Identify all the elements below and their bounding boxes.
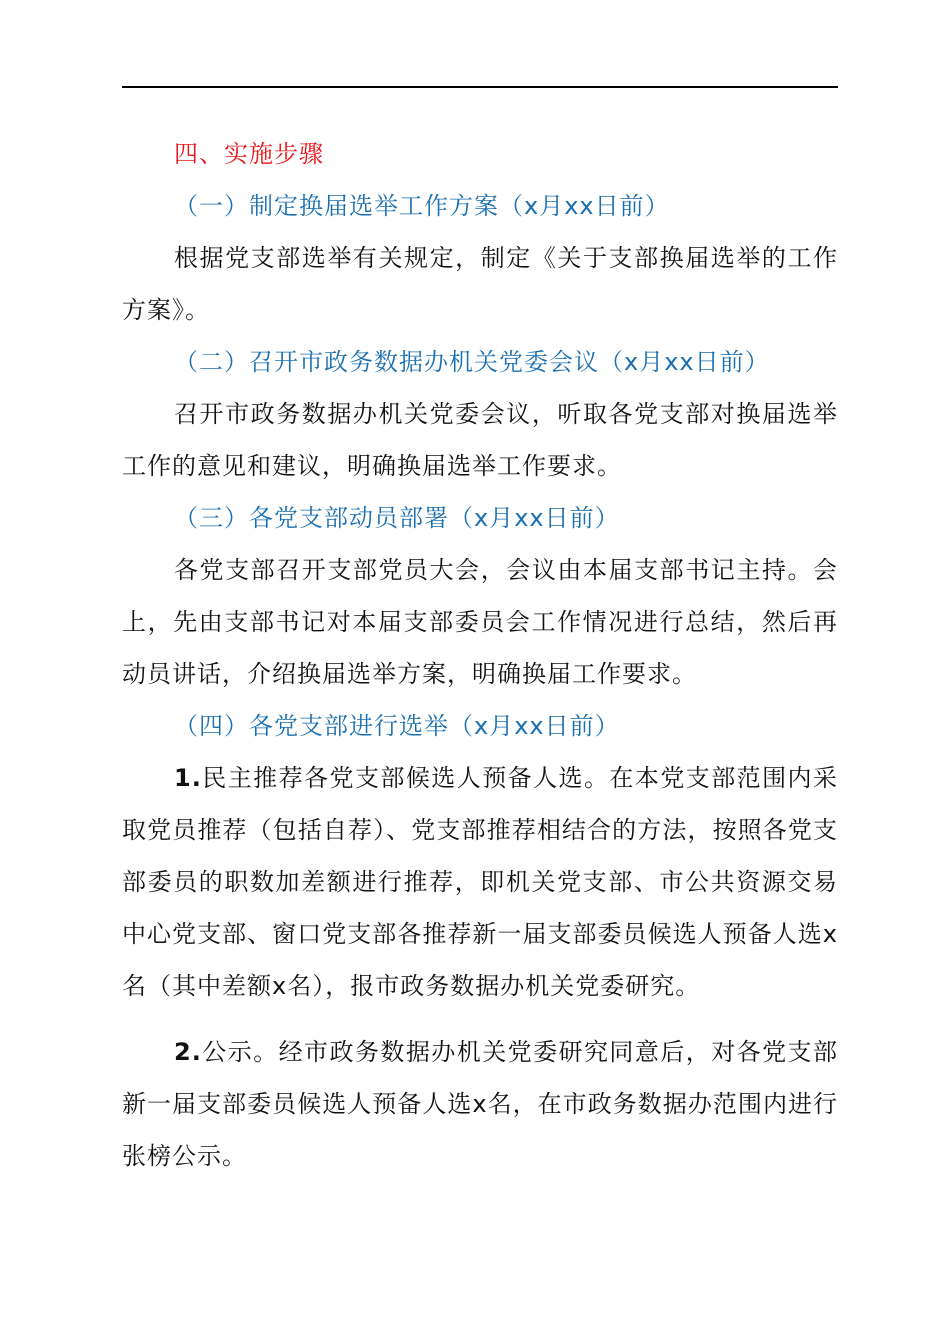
step-4-heading: （四）各党支部进行选举（x月xx日前） — [174, 712, 620, 740]
item-text: 公示。经市政务数据办机关党委研究同意后，对各党支部新一届支部委员候选人预备人选x名，在市政务数据办范围内进行张榜公示。 — [122, 1038, 838, 1170]
step-1-body: 根据党支部选举有关规定，制定《关于支部换届选举的工作方案》。 — [122, 244, 838, 324]
step-1-heading: （一）制定换届选举工作方案（x月xx日前） — [174, 192, 670, 220]
step-2-body: 召开市政务数据办机关党委会议，听取各党支部对换届选举工作的意见和建议，明确换届选举工作要求。 — [122, 400, 838, 480]
item-number: 1. — [174, 764, 202, 792]
step-4-item-2 — [122, 1026, 838, 1182]
step-4-item-1 — [122, 752, 838, 1012]
step-3-body: 各党支部召开支部党员大会，会议由本届支部书记主持。会上，先由支部书记对本届支部委员会工作情况进行总结，然后再动员讲话，介绍换届选举方案，明确换届工作要求。 — [122, 556, 838, 688]
header-rule — [122, 86, 838, 88]
step-2-heading: （二）召开市政务数据办机关党委会议（x月xx日前） — [174, 348, 770, 376]
step-3-heading: （三）各党支部动员部署（x月xx日前） — [174, 504, 620, 532]
item-text: 民主推荐各党支部候选人预备人选。在本党支部范围内采取党员推荐（包括自荐）、党支部推荐相结合的方法，按照各党支部委员的职数加差额进行推荐，即机关党支部、市公共资源交易中心党支部、窗口党支部各推荐新一届支部委员候选人预备人选x名（其中差额x名），报市政务数据办机关党委研究。 — [122, 764, 838, 1000]
item-number: 2. — [174, 1038, 202, 1066]
section-heading: 四、实施步骤 — [174, 140, 324, 168]
document-body — [122, 128, 838, 1182]
